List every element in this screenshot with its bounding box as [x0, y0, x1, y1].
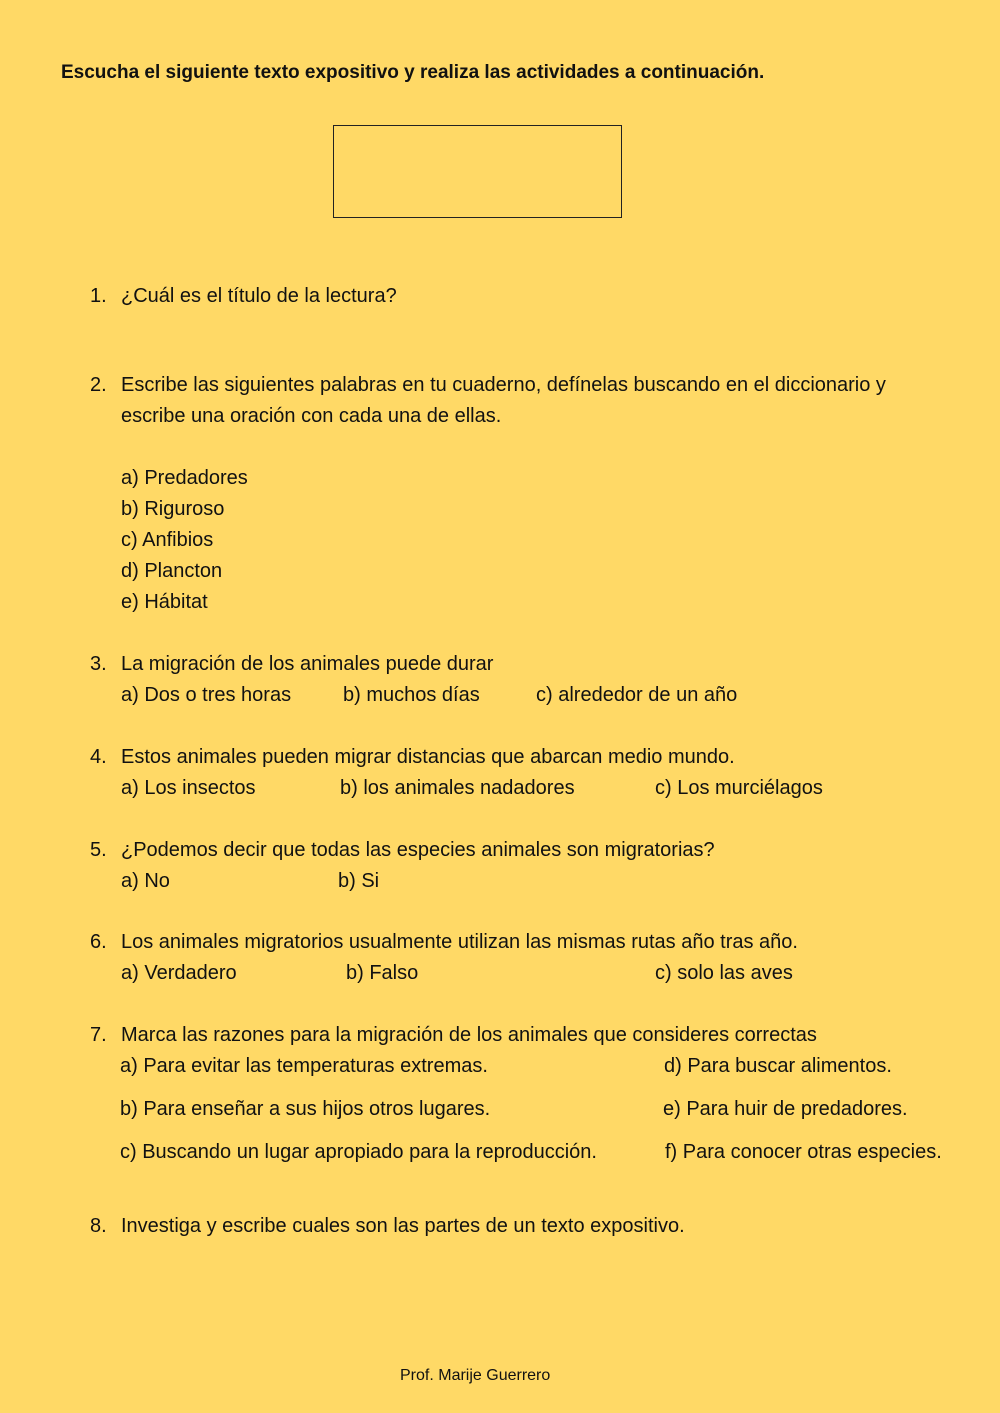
- question-number: 3.: [90, 653, 107, 675]
- word-option: b) Riguroso: [121, 498, 225, 520]
- author-footer: Prof. Marije Guerrero: [400, 1367, 551, 1384]
- word-option: a) Predadores: [121, 467, 248, 489]
- answer-option-e[interactable]: e) Para huir de predadores.: [663, 1098, 908, 1120]
- answer-option-b[interactable]: b) Si: [338, 870, 380, 892]
- answer-option-b[interactable]: b) los animales nadadores: [340, 777, 575, 799]
- answer-option-a[interactable]: a) Los insectos: [121, 777, 256, 799]
- question-text: Escribe las siguientes palabras en tu cuaderno, defínelas buscando en el diccionario y: [121, 374, 886, 396]
- question-text: ¿Cuál es el título de la lectura?: [121, 285, 397, 307]
- answer-option-c[interactable]: c) solo las aves: [655, 962, 793, 984]
- answer-option-f[interactable]: f) Para conocer otras especies.: [665, 1141, 942, 1163]
- question-number: 4.: [90, 746, 107, 768]
- question-text: Marca las razones para la migración de los animales que consideres correctas: [121, 1024, 817, 1046]
- word-option: e) Hábitat: [121, 591, 208, 613]
- question-text: Estos animales pueden migrar distancias que abarcan medio mundo.: [121, 746, 735, 768]
- word-option: d) Plancton: [121, 560, 223, 582]
- question-number: 5.: [90, 839, 107, 861]
- answer-option-a[interactable]: a) Verdadero: [121, 962, 237, 984]
- answer-option-a[interactable]: a) Para evitar las temperaturas extremas.: [120, 1055, 488, 1077]
- answer-option-b[interactable]: b) Falso: [346, 962, 419, 984]
- question-number: 1.: [90, 285, 107, 307]
- answer-option-c[interactable]: c) Los murciélagos: [655, 777, 823, 799]
- question-text: Investiga y escribe cuales son las partes de un texto expositivo.: [121, 1215, 685, 1237]
- answer-option-c[interactable]: c) Buscando un lugar apropiado para la reproducción.: [120, 1141, 597, 1163]
- question-number: 2.: [90, 374, 107, 396]
- question-text: La migración de los animales puede durar: [121, 653, 494, 675]
- answer-option-d[interactable]: d) Para buscar alimentos.: [664, 1055, 892, 1077]
- word-option: c) Anfibios: [121, 529, 214, 551]
- question-text: ¿Podemos decir que todas las especies animales son migratorias?: [121, 839, 715, 861]
- question-text: Los animales migratorios usualmente utilizan las mismas rutas año tras año.: [121, 931, 798, 953]
- answer-option-b[interactable]: b) muchos días: [343, 684, 480, 706]
- answer-option-b[interactable]: b) Para enseñar a sus hijos otros lugares.: [120, 1098, 491, 1120]
- answer-option-a[interactable]: a) No: [121, 870, 170, 892]
- question-text-line-2: escribe una oración con cada una de ellas.: [121, 405, 502, 427]
- answer-option-c[interactable]: c) alrededor de un año: [536, 684, 738, 706]
- title-answer-box[interactable]: [333, 125, 622, 218]
- page-title: Escucha el siguiente texto expositivo y realiza las actividades a continuación.: [61, 62, 765, 83]
- question-number: 6.: [90, 931, 107, 953]
- question-number: 8.: [90, 1215, 107, 1237]
- answer-option-a[interactable]: a) Dos o tres horas: [121, 684, 292, 706]
- question-number: 7.: [90, 1024, 107, 1046]
